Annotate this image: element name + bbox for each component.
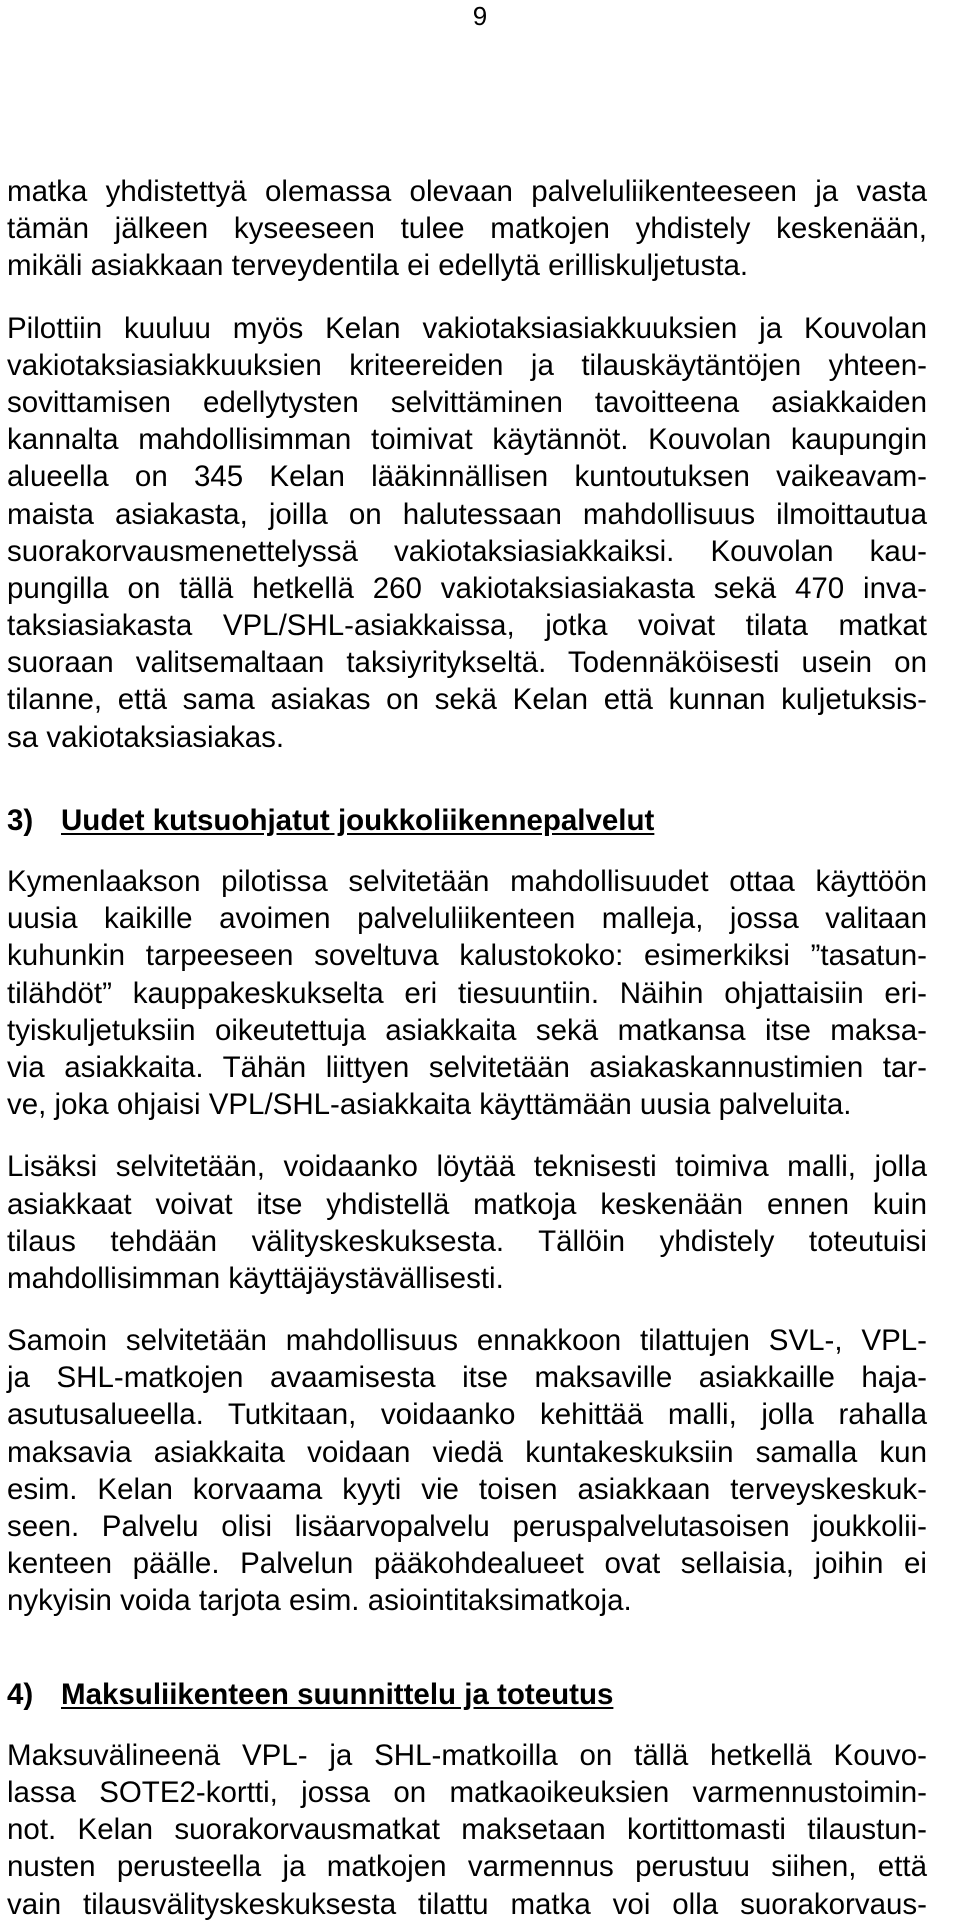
text-line: taksiasiakasta VPL/SHL-asiakkaissa, jotka voivat tilata matkat (7, 609, 927, 643)
text-line: kuhunkin tarpeeseen soveltuva kalustokoko: esimerkiksi ”tasatun- (7, 939, 927, 973)
text-line: alueella on 345 Kelan lääkinnällisen kuntoutuksen vaikeavam- (7, 460, 927, 494)
section-number: 4) (7, 1677, 34, 1711)
text-line: not. Kelan suorakorvausmatkat maksetaan kortittomasti tilaustun- (7, 1813, 927, 1847)
text-line: matka yhdistettyä olemassa olevaan palveluliikenteeseen ja vasta (7, 175, 927, 208)
text-line: maksavia asiakkaita voidaan viedä kuntakeskuksiin samalla kun (7, 1435, 927, 1469)
section-title: Uudet kutsuohjatut joukkoliikennepalvelut (61, 803, 655, 837)
text-line: ja SHL-matkojen avaamisesta itse maksaville asiakkaille haja- (7, 1361, 927, 1395)
text-line: suoraan valitsemaltaan taksiyritykseltä. Todennäköisesti usein on (7, 646, 927, 680)
section-gap (7, 756, 927, 802)
text-line: via asiakkaita. Tähän liittyen selvitetään asiakaskannustimien tar- (7, 1050, 927, 1084)
document-body (7, 173, 927, 1923)
text-line: pungilla on tällä hetkellä 260 vakiotaksiasiakasta sekä 470 inva- (7, 571, 927, 605)
page-number: 9 (472, 1, 488, 31)
paragraph-gap (7, 1123, 927, 1148)
text-line: Pilottiin kuuluu myös Kelan vakiotaksiasiakkuuksien ja Kouvolan (7, 311, 927, 345)
heading-gap (7, 839, 927, 863)
paragraph-intro-continuation (7, 173, 927, 285)
paragraph-gap (7, 285, 927, 310)
text-line: Maksuvälineenä VPL- ja SHL-matkoilla on tällä hetkellä Kouvo- (7, 1738, 927, 1772)
paragraph-pilot-kela (7, 310, 927, 756)
text-line: tilähdöt” kauppakeskukselta eri tiesuuntiin. Näihin ohjattaisiin eri- (7, 976, 927, 1010)
text-line: tyiskuljetuksiin oikeutettuja asiakkaita sekä matkansa itse maksa- (7, 1013, 927, 1047)
text-line: kannalta mahdollisimman toimivat käytännöt. Kouvolan kaupungin (7, 423, 927, 457)
text-line: seen. Palvelu olisi lisäarvopalvelu peruspalvelutasoisen joukkolii- (7, 1510, 927, 1543)
text-line: vain tilausvälityskeskuksesta tilattu matka voi olla suorakorvaus- (7, 1887, 927, 1921)
section-number: 3) (7, 803, 34, 837)
paragraph-gap (7, 1297, 927, 1322)
text-line: maista asiakasta, joilla on halutessaan mahdollisuus ilmoittautua (7, 497, 927, 531)
paragraph-section3-intro (7, 863, 927, 1123)
text-line: Samoin selvitetään mahdollisuus ennakkoon tilattujen SVL-, VPL- (7, 1324, 927, 1358)
text-line: sa vakiotaksiasiakas. (7, 720, 285, 754)
section-4-heading (7, 1676, 927, 1713)
text-line: tilaus tehdään välityskeskuksesta. Tällöin yhdistely toteutuisi (7, 1224, 927, 1258)
text-line: mikäli asiakkaan terveydentila ei edellytä erilliskuljetusta. (7, 249, 749, 283)
text-line: asiakkaat voivat itse yhdistellä matkoja keskenään ennen kuin (7, 1187, 927, 1221)
text-line: tämän jälkeen kyseeseen tulee matkojen yhdistely keskenään, (7, 212, 927, 246)
paragraph-section3-combining (7, 1148, 927, 1297)
text-line: uusia kaikille avoimen palveluliikenteen malleja, jossa valitaan (7, 902, 927, 936)
text-line: suorakorvausmenettelyssä vakiotaksiasiakkaiksi. Kouvolan kau- (7, 534, 927, 568)
section-title: Maksuliikenteen suunnittelu ja toteutus (61, 1677, 614, 1711)
text-line: Lisäksi selvitetään, voidaanko löytää teknisesti toimiva malli, jolla (7, 1150, 927, 1184)
text-line: sovittamisen edellytysten selvittäminen tavoitteena asiakkaiden (7, 385, 927, 419)
heading-gap (7, 1713, 927, 1737)
section-gap (7, 1620, 927, 1676)
text-line: vakiotaksiasiakkuuksien kriteereiden ja tilauskäytäntöjen yhteen- (7, 348, 927, 382)
text-line: mahdollisimman käyttäjäystävällisesti. (7, 1261, 504, 1295)
text-line: Kymenlaakson pilotissa selvitetään mahdollisuudet ottaa käyttöön (7, 865, 927, 898)
text-line: tilanne, että sama asiakas on sekä Kelan että kunnan kuljetuksis- (7, 683, 927, 717)
text-line: nusten perusteella ja matkojen varmennus perustuu siihen, että (7, 1850, 927, 1884)
text-line: lassa SOTE2-kortti, jossa on matkaoikeuksien varmennustoimin- (7, 1775, 927, 1809)
text-line: esim. Kelan korvaama kyyti vie toisen asiakkaan terveyskeskuk- (7, 1472, 927, 1506)
text-line: asutusalueella. Tutkitaan, voidaanko kehittää malli, jolla rahalla (7, 1398, 927, 1432)
text-line: ve, joka ohjaisi VPL/SHL-asiakkaita käyttämään uusia palveluita. (7, 1088, 852, 1122)
paragraph-section4-payment (7, 1737, 927, 1923)
text-line: kenteen päälle. Palvelun pääkohdealueet ovat sellaisia, joihin ei (7, 1547, 927, 1581)
paragraph-section3-opening (7, 1322, 927, 1620)
text-line: nykyisin voida tarjota esim. asiointitaksimatkoja. (7, 1584, 632, 1618)
section-3-heading (7, 802, 927, 839)
